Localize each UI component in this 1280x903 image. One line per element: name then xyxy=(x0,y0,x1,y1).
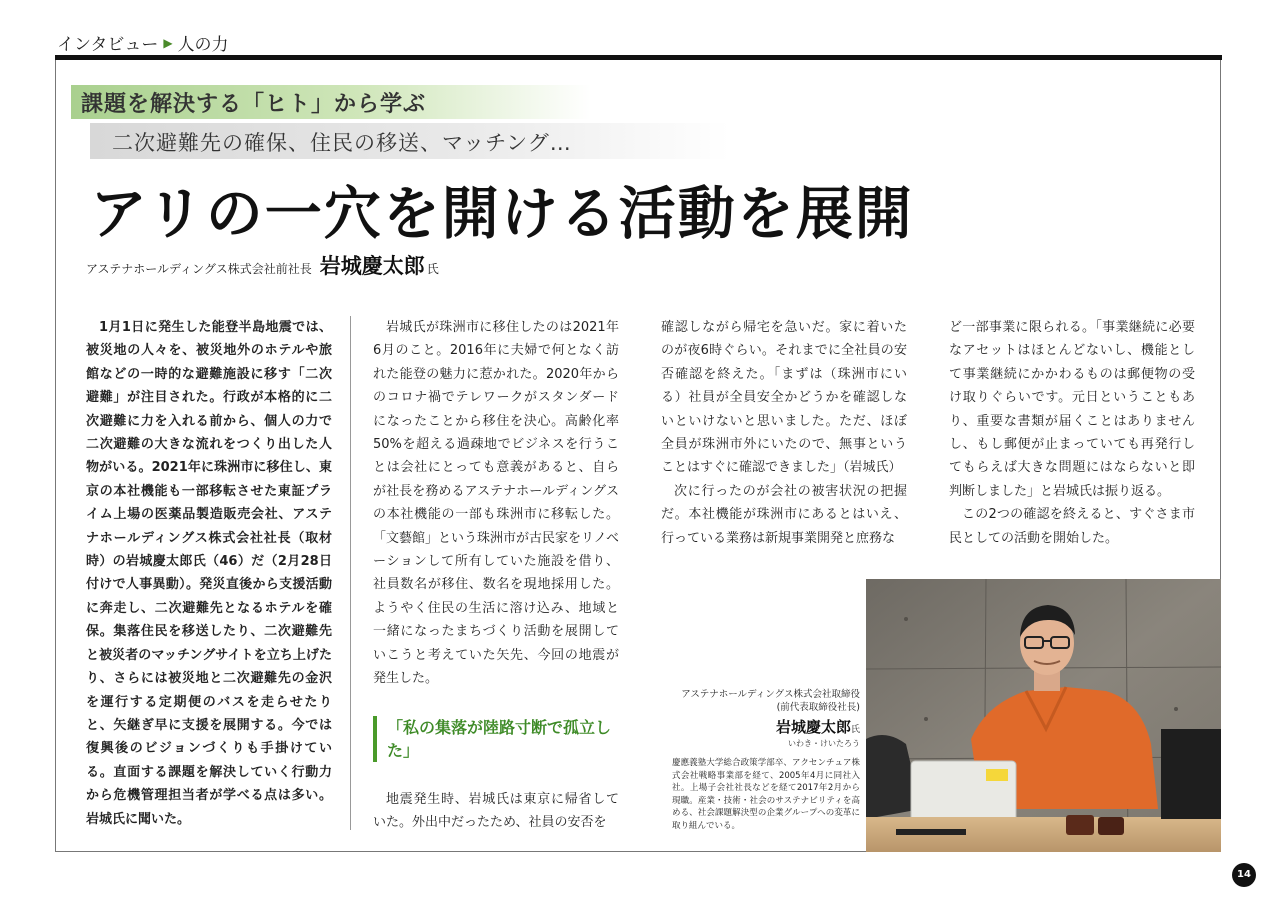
lead-paragraph: 1月1日に発生した能登半島地震では、被災地の人々を、被災地外のホテルや旅館などの一時的な避難施設に移す「二次避難」が注目された。行政が本格的に二次避難に力を入れる前から、個人の力で二次避難の大きな流れをつくり出した人物がいる。2021年に珠洲市に移住し、東京の本社機能も一部移転させた東証プライム上場の医薬品製造販売会社、アステナホールディングス株式会社社長（取材時）の岩城慶太郎氏（46）だ（2月28日付けで人事異動）。発災直後から支援活動に奔走し、二次避難先となるホテルを確保。集落住民を移送したり、二次避難先と被災者のマッチングサイトを立ち上げたり、さらには被災地と二次避難先の金沢を運行する定期便のバスを走らせたりと、矢継ぎ早に支援を展開する。今では復興後のビジョンづくりも手掛けている。直面する課題を解決していく行動力から危機管理担当者が学べる点は多い。岩城氏に聞いた。 xyxy=(86,320,332,827)
body-column-2 xyxy=(373,316,619,691)
triangle-right-icon: ▶ xyxy=(163,35,173,50)
body-column-3 xyxy=(661,316,907,550)
kicker-secondary-text: 二次避難先の確保、住民の移送、マッチング… xyxy=(112,131,572,155)
body-paragraph: この2つの確認を終えると、すぐさま市民としての活動を開始した。 xyxy=(949,507,1195,546)
body-paragraph: 確認しながら帰宅を急いだ。家に着いたのが夜6時ぐらい。それまでに全社員の安否確認を終えた。「まずは（珠洲市にいる）社員が全員安全かどうかを確認しないといけないと思いました。ただ、ほぼ全員が珠洲市外にいたので、無事ということはすぐに確認できました」（岩城氏） xyxy=(661,320,907,476)
kicker-primary-text: 課題を解決する「ヒト」から学ぶ xyxy=(81,92,427,117)
caption-title-line-2: (前代表取締役社長) xyxy=(776,702,860,713)
page-number: 14 xyxy=(1232,863,1256,887)
body-paragraph: 岩城氏が珠洲市に移住したのは2021年6月のこと。2016年に夫婦で何となく訪れた能登の魅力に惹かれた。2020年からのコロナ禍でテレワークがスタンダードになったことから移住を決心。高齢化率50%を超える過疎地でビジネスを行うことは会社にとっても意義があると、自らが社長を務めるアステナホールディングスの本社機能の一部も珠洲市に移転した。「文藝館」という珠洲市が古民家をリノベーションして所有していた施設を借り、社員数名が移住、数名を現地採用した。ようやく住民の生活に溶け込み、地域と一緒になったまちづくり活動を展開していこうと考えていた矢先、今回の地震が発生した。 xyxy=(373,320,619,687)
caption-bio: 慶應義塾大学総合政策学部卒、アクセンチュア株式会社戦略事業部を経て、2005年4月に同社入社。上場子会社社長などを経て2017年2月から現職。産業・技術・社会のサステナビリティを高める、社会課題解決型の企業グループへの変革に取り組んでいる。 xyxy=(672,758,860,831)
body-column-2-continued xyxy=(373,788,619,835)
kicker-primary xyxy=(71,85,591,119)
caption-title-line-1: アステナホールディングス株式会社取締役 xyxy=(681,689,860,700)
byline-company: アステナホールディングス株式会社前社長 xyxy=(86,262,312,276)
column-divider xyxy=(350,316,351,830)
caption-name: 岩城慶太郎 xyxy=(775,718,851,736)
kicker-secondary xyxy=(90,123,730,159)
subheading: 「私の集落が陸路寸断で孤立した」 xyxy=(373,716,619,762)
byline xyxy=(86,250,439,280)
body-paragraph: 地震発生時、岩城氏は東京に帰省していた。外出中だったため、社員の安否を xyxy=(373,792,619,831)
photo-caption xyxy=(665,688,860,832)
caption-suffix: 氏 xyxy=(850,725,860,735)
lead-column xyxy=(86,316,332,831)
byline-name: 岩城慶太郎 xyxy=(319,254,425,278)
section-name: 人の力 xyxy=(177,35,229,55)
caption-title xyxy=(665,688,860,714)
section-label xyxy=(57,30,229,55)
portrait-photo xyxy=(866,579,1221,852)
portrait-photo-illustration xyxy=(866,579,1221,852)
caption-name-row xyxy=(665,716,860,737)
body-column-4 xyxy=(949,316,1195,550)
body-paragraph: ど一部事業に限られる。「事業継続に必要なアセットはほとんどないし、機能として事業継続にかかわるものは郵便物の受け取りぐらいです。元日ということもあり、重要な書類が届くことはありませんし、もし郵便が止まっていても再発行してもらえば大きな問題にはならないと即判断しました」と岩城氏は振り返る。 xyxy=(949,320,1195,499)
byline-suffix: 氏 xyxy=(426,262,439,276)
section-prefix: インタビュー xyxy=(57,35,159,55)
body-paragraph: 次に行ったのが会社の被害状況の把握だ。本社機能が珠洲市にあるとはいえ、行っている業務は新規事業開発と庶務な xyxy=(661,483,907,546)
caption-reading: いわき・けいたろう xyxy=(788,739,860,748)
headline: アリの一穴を開ける活動を展開 xyxy=(90,180,914,247)
